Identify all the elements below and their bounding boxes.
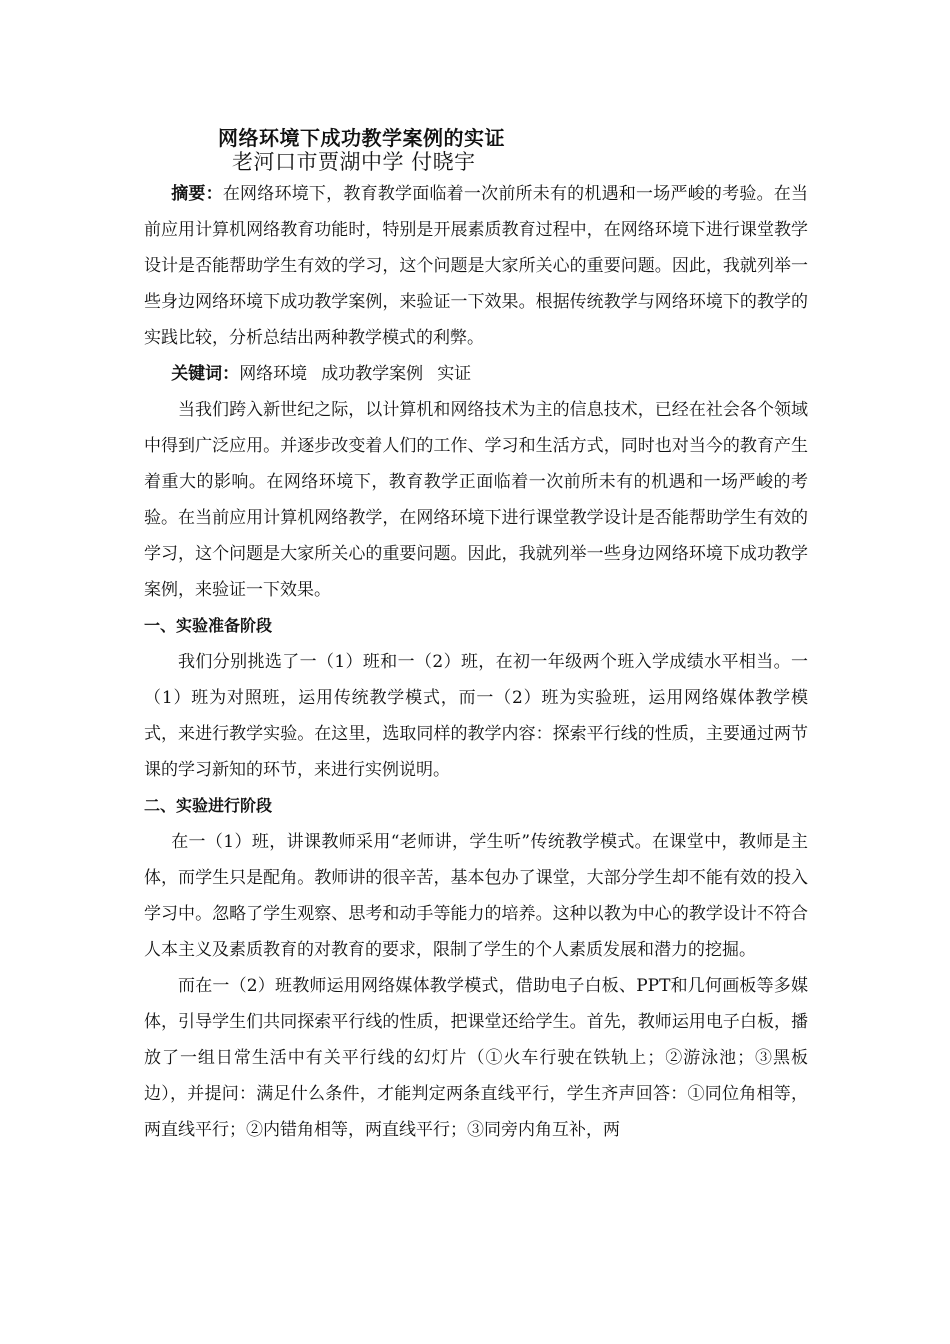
keyword-item: 网络环境 <box>239 364 308 384</box>
abstract-paragraph <box>144 176 808 356</box>
keyword-item: 实证 <box>437 364 472 384</box>
section2-paragraph: 而在一（2）班教师运用网络媒体教学模式，借助电子白板、PPT和几何画板等多媒体，引导学生们共同探索平行线的性质，把课堂还给学生。首先，教师运用电子白板，播放了一组日常生活中有关平行线的幻灯片（①火车行驶在铁轨上；②游泳池；③黑板边），并提问：满足什么条件，才能判定两条直线平行，学生齐声回答：①同位角相等，两直线平行；②内错角相等，两直线平行；③同旁内角互补，两 <box>144 976 808 1140</box>
keywords-paragraph <box>144 356 808 392</box>
document-body <box>144 176 808 1148</box>
section2-paragraph: 在一（1）班，讲课教师采用“老师讲，学生听”传统教学模式。在课堂中，教师是主体，而学生只是配角。教师讲的很辛苦，基本包办了课堂，大部分学生却不能有效的投入学习中。忽略了学生观察、思考和动手等能力的培养。这种以教为中心的教学设计不符合人本主义及素质教育的对教育的要求，限制了学生的个人素质发展和潜力的挖掘。 <box>144 832 808 960</box>
document-author: 老河口市贾湖中学 付晓宇 <box>232 150 476 174</box>
keyword-item: 成功教学案例 <box>321 364 424 384</box>
abstract-text: 在网络环境下，教育教学面临着一次前所未有的机遇和一场严峻的考验。在当前应用计算机网络教育功能时，特别是开展素质教育过程中，在网络环境下进行课堂教学设计是否能帮助学生有效的学习，这个问题是大家所关心的重要问题。因此，我就列举一些身边网络环境下成功教学案例，来验证一下效果。根据传统教学与网络环境下的教学的实践比较，分析总结出两种教学模式的利弊。 <box>144 184 809 348</box>
section-heading: 二、实验进行阶段 <box>144 796 273 815</box>
abstract-label: 摘要： <box>171 184 223 204</box>
document-title: 网络环境下成功教学案例的实证 <box>218 126 505 150</box>
section-heading: 一、实验准备阶段 <box>144 616 273 635</box>
keywords-label: 关键词： <box>171 364 240 384</box>
intro-paragraph: 当我们跨入新世纪之际，以计算机和网络技术为主的信息技术，已经在社会各个领域中得到广泛应用。并逐步改变着人们的工作、学习和生活方式，同时也对当今的教育产生着重大的影响。在网络环境下，教育教学正面临着一次前所未有的机遇和一场严峻的考验。在当前应用计算机网络教学，在网络环境下进行课堂教学设计是否能帮助学生有效的学习，这个问题是大家所关心的重要问题。因此，我就列举一些身边网络环境下成功教学案例，来验证一下效果。 <box>144 400 808 600</box>
section1-paragraph: 我们分别挑选了一（1）班和一（2）班，在初一年级两个班入学成绩水平相当。一（1）班为对照班，运用传统教学模式，而一（2）班为实验班，运用网络媒体教学模式，来进行教学实验。在这里，选取同样的教学内容：探索平行线的性质，主要通过两节课的学习新知的环节，来进行实例说明。 <box>144 652 808 780</box>
